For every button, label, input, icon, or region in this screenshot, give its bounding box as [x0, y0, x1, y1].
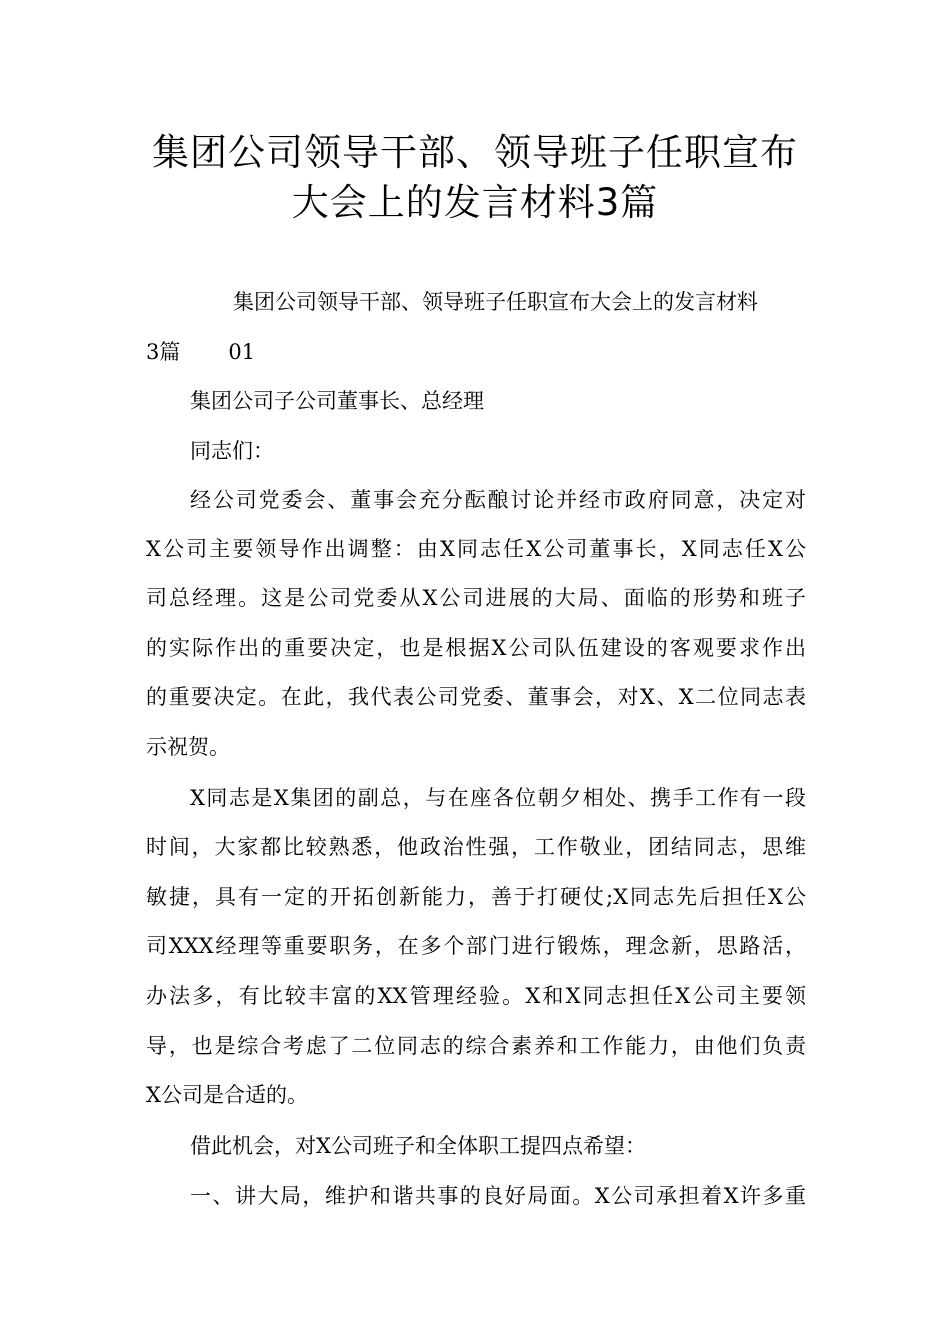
subtitle-line-1: 集团公司领导干部、领导班子任职宣布大会上的发言材料: [233, 290, 758, 314]
title-line-1: 集团公司领导干部、领导班子任职宣布: [152, 131, 798, 174]
addressee: 集团公司子公司董事长、总经理: [190, 389, 484, 413]
paragraph-line: 司总经理。这是公司党委从X公司进展的大局、面临的形势和班子: [146, 586, 806, 610]
subtitle-line-2: [146, 338, 806, 366]
paragraph-line: 的重要决定。在此，我代表公司党委、董事会，对X、X二位同志表: [146, 685, 806, 709]
paragraph-line: 的实际作出的重要决定，也是根据X公司队伍建设的客观要求作出: [146, 636, 806, 660]
title-line-2: 大会上的发言材料3篇: [291, 181, 659, 224]
paragraph-line: 敏捷，具有一定的开拓创新能力，善于打硬仗;X同志先后担任X公: [146, 885, 806, 909]
salutation: 同志们：: [190, 439, 274, 463]
paragraph-line: 示祝贺。: [146, 735, 230, 759]
paragraph-line: 时间，大家都比较熟悉，他政治性强，工作敬业，团结同志，思维: [146, 835, 806, 859]
subtitle-part-a: 3篇: [146, 340, 181, 364]
paragraph-line: 经公司党委会、董事会充分酝酿讨论并经市政府同意，决定对: [190, 488, 806, 512]
subtitle-part-b: 01: [228, 340, 256, 364]
paragraph-line: X公司主要领导作出调整：由X同志任X公司董事长，X同志任X公: [146, 537, 806, 561]
paragraph-line: X同志是X集团的副总，与在座各位朝夕相处、携手工作有一段: [190, 786, 806, 810]
paragraph-line: X公司是合适的。: [146, 1083, 308, 1107]
paragraph-line: 导，也是综合考虑了二位同志的综合素养和工作能力，由他们负责: [146, 1034, 806, 1058]
paragraph-line: 办法多，有比较丰富的XX管理经验。X和X同志担任X公司主要领: [146, 984, 806, 1008]
paragraph-line: 借此机会，对X公司班子和全体职工提四点希望：: [190, 1134, 646, 1158]
paragraph-line: 一、讲大局，维护和谐共事的良好局面。X公司承担着X许多重: [190, 1184, 806, 1208]
document-title: [100, 128, 850, 228]
paragraph-line: 司XXX经理等重要职务，在多个部门进行锻炼，理念新，思路活，: [146, 934, 806, 958]
